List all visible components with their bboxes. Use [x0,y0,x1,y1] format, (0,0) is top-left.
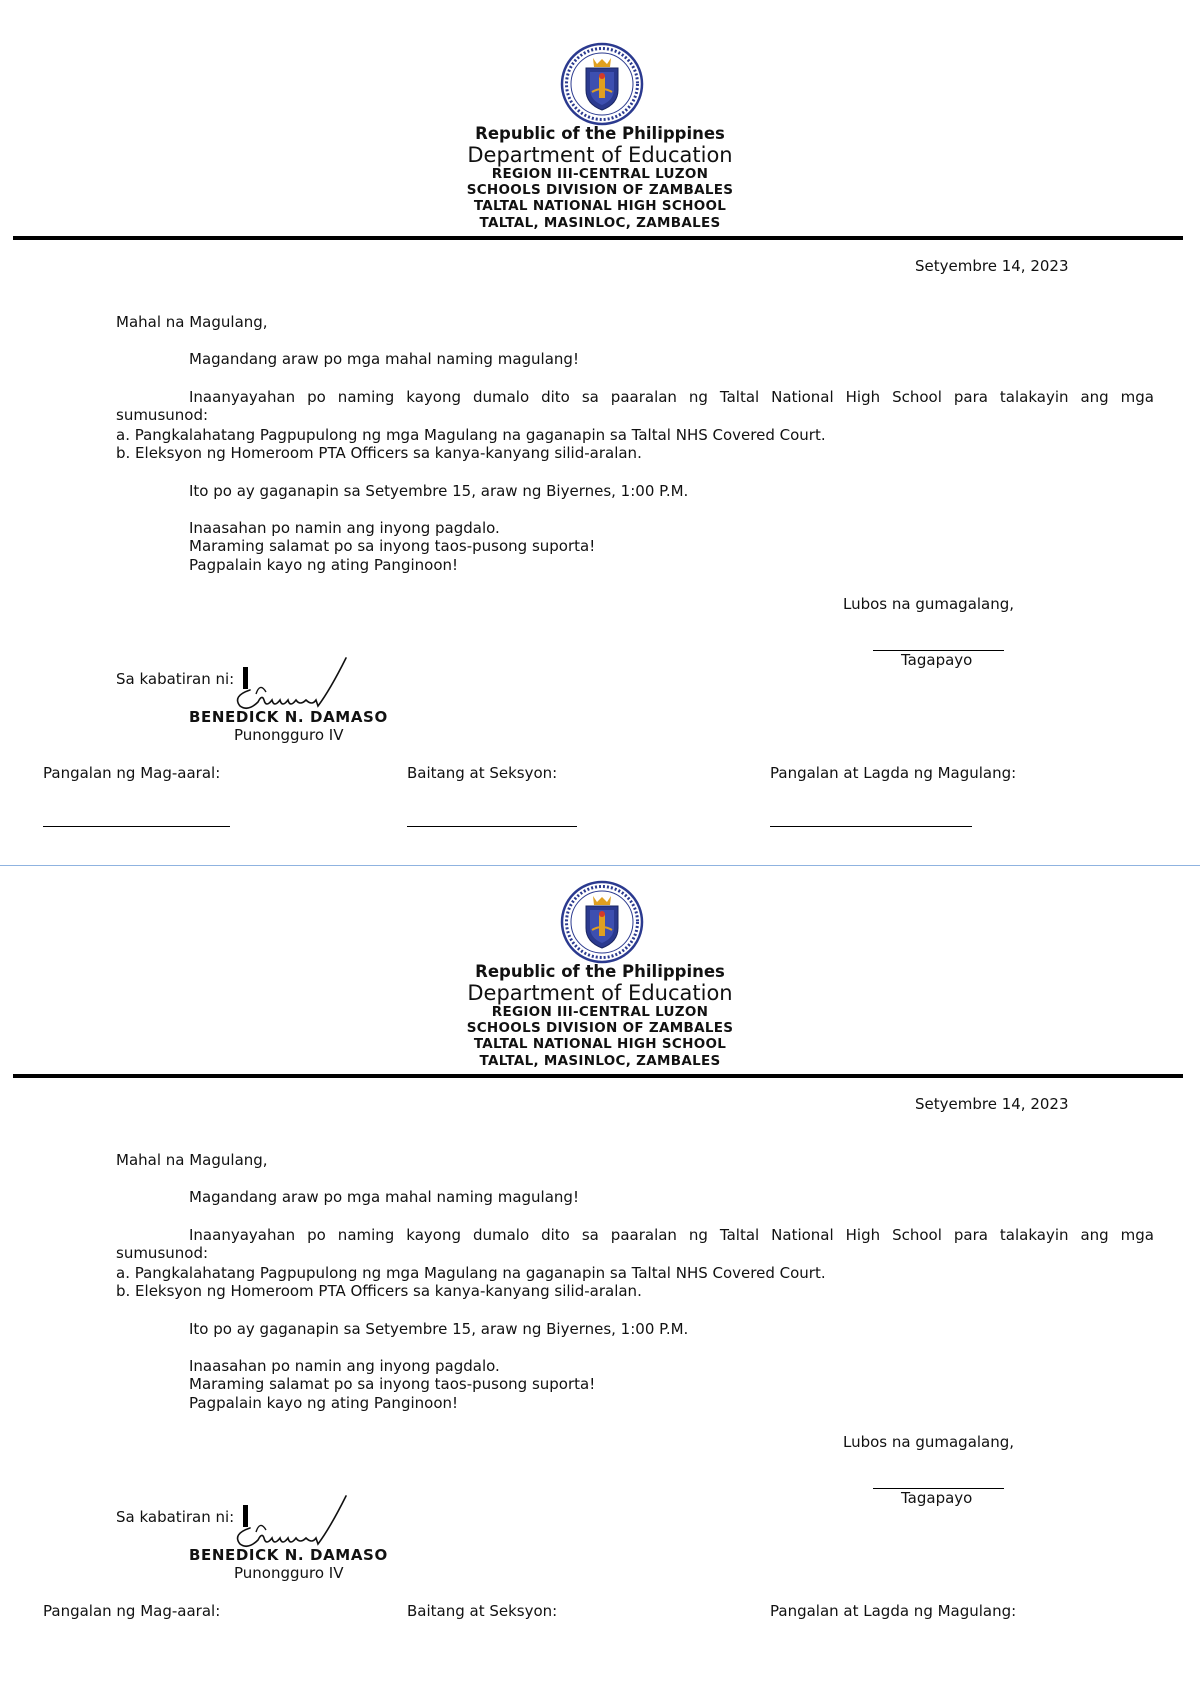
invitation-line-1: Inaanyayahan po naming kayong dumalo dito sa paaralan ng Taltal National High School para talakayin ang mga [189,1226,1154,1244]
parent-signature-line[interactable] [770,826,972,827]
agenda-item-b: b. Eleksyon ng Homeroom PTA Officers sa kanya-kanyang silid-aralan. [116,444,642,462]
parent-signature-label: Pangalan at Lagda ng Magulang: [770,764,1017,782]
letter-copy-1 [0,0,1200,838]
parent-signature-label: Pangalan at Lagda ng Magulang: [770,1602,1017,1620]
principal-position: Punongguro IV [234,726,344,744]
header-region: REGION III-CENTRAL LUZON [491,1004,709,1020]
principal-signature-icon [226,650,374,714]
invitation-line-1: Inaanyayahan po naming kayong dumalo dito sa paaralan ng Taltal National High School para talakayin ang mga [189,388,1154,406]
agenda-item-a: a. Pangkalahatang Pagpupulong ng mga Magulang na gaganapin sa Taltal NHS Covered Court. [116,1264,826,1282]
principal-name: BENEDICK N. DAMASO [189,1546,388,1564]
noted-by-label: Sa kabatiran ni: [116,1508,235,1526]
agenda-item-b: b. Eleksyon ng Homeroom PTA Officers sa kanya-kanyang silid-aralan. [116,1282,642,1300]
agenda-item-a: a. Pangkalahatang Pagpupulong ng mga Magulang na gaganapin sa Taltal NHS Covered Court. [116,426,826,444]
header-address: TALTAL, MASINLOC, ZAMBALES [479,215,721,231]
closing-line-3: Pagpalain kayo ng ating Panginoon! [189,556,459,574]
greeting: Magandang araw po mga mahal naming magulang! [189,350,579,368]
salutation: Mahal na Magulang, [116,313,268,331]
respectfully-text: Lubos na gumagalang, [843,595,1015,613]
header-republic: Republic of the Philippines [475,124,725,143]
deped-seal-icon [560,880,644,964]
header-rule [13,236,1183,240]
closing-line-1: Inaasahan po namin ang inyong pagdalo. [189,519,500,537]
closing-line-3: Pagpalain kayo ng ating Panginoon! [189,1394,459,1412]
schedule-text: Ito po ay gaganapin sa Setyembre 15, araw ng Biyernes, 1:00 P.M. [189,1320,689,1338]
grade-section-line[interactable] [407,826,577,827]
noted-by-label: Sa kabatiran ni: [116,670,235,688]
header-address: TALTAL, MASINLOC, ZAMBALES [479,1053,721,1069]
grade-section-label: Baitang at Seksyon: [407,1602,558,1620]
respectfully-text: Lubos na gumagalang, [843,1433,1015,1451]
header-department: Department of Education [467,143,733,167]
header-rule [13,1074,1183,1078]
header-department: Department of Education [467,981,733,1005]
principal-position: Punongguro IV [234,1564,344,1582]
adviser-label: Tagapayo [901,1489,973,1507]
letter-copy-2 [0,838,1200,1676]
invitation-line-2: sumusunod: [116,1244,209,1262]
principal-signature-icon [226,1488,374,1552]
closing-line-2: Maraming salamat po sa inyong taos-pusong suporta! [189,1375,596,1393]
letter-date: Setyembre 14, 2023 [915,257,1069,275]
header-school: TALTAL NATIONAL HIGH SCHOOL [473,198,727,214]
student-name-label: Pangalan ng Mag-aaral: [43,764,221,782]
header-division: SCHOOLS DIVISION OF ZAMBALES [466,1020,734,1036]
principal-name: BENEDICK N. DAMASO [189,708,388,726]
invitation-line-2: sumusunod: [116,406,209,424]
header-republic: Republic of the Philippines [475,962,725,981]
schedule-text: Ito po ay gaganapin sa Setyembre 15, araw ng Biyernes, 1:00 P.M. [189,482,689,500]
header-region: REGION III-CENTRAL LUZON [491,166,709,182]
student-name-line[interactable] [43,826,230,827]
header-school: TALTAL NATIONAL HIGH SCHOOL [473,1036,727,1052]
deped-seal-icon [560,42,644,126]
closing-line-2: Maraming salamat po sa inyong taos-pusong suporta! [189,537,596,555]
closing-line-1: Inaasahan po namin ang inyong pagdalo. [189,1357,500,1375]
adviser-label: Tagapayo [901,651,973,669]
salutation: Mahal na Magulang, [116,1151,268,1169]
header-division: SCHOOLS DIVISION OF ZAMBALES [466,182,734,198]
student-name-label: Pangalan ng Mag-aaral: [43,1602,221,1620]
greeting: Magandang araw po mga mahal naming magulang! [189,1188,579,1206]
grade-section-label: Baitang at Seksyon: [407,764,558,782]
letter-date: Setyembre 14, 2023 [915,1095,1069,1113]
